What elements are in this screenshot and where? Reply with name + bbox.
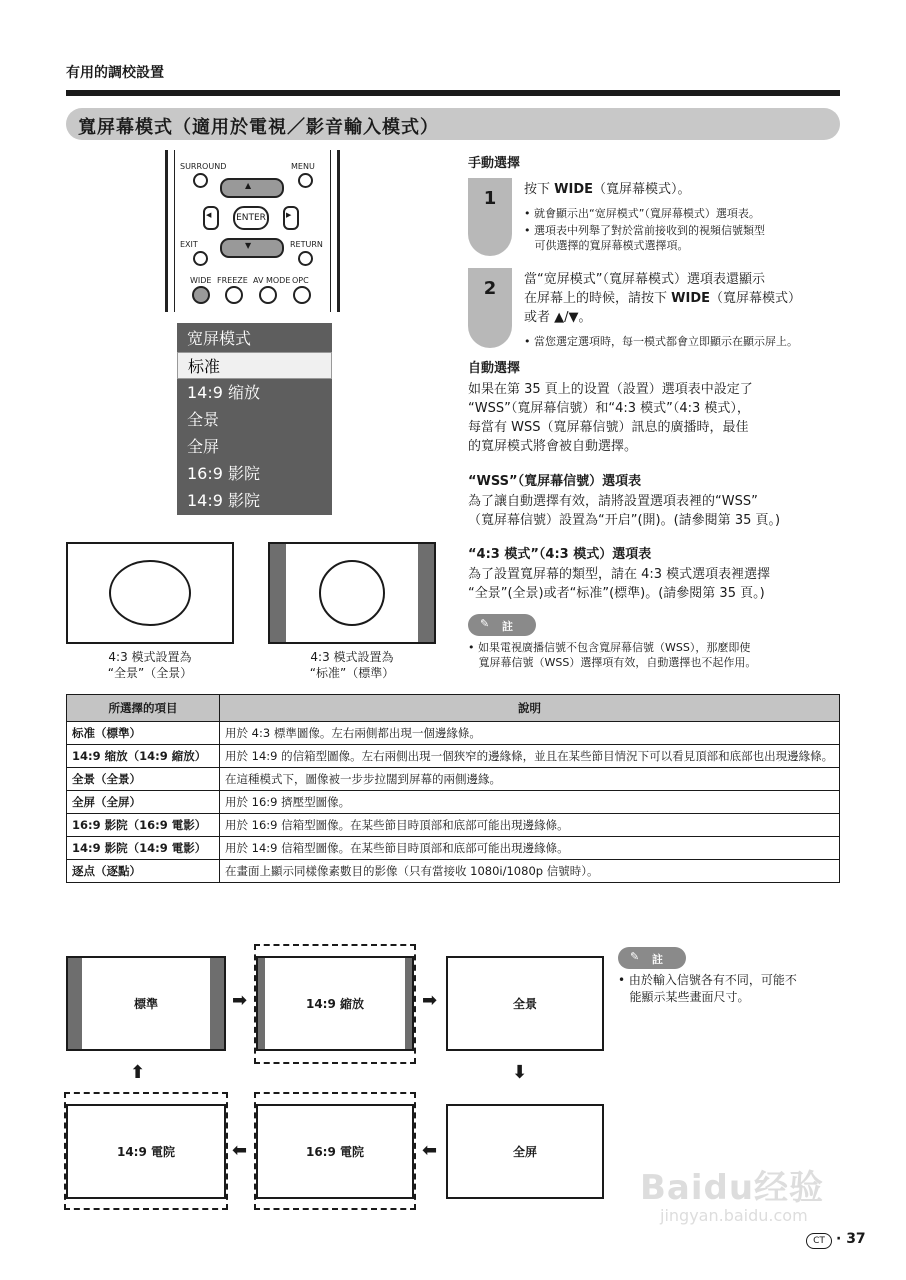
- header-rule: [66, 90, 840, 96]
- note-text: • 如果電視廣播信號不包含寬屏幕信號（WSS），那麼即使 寬屏幕信號（WSS）選擇項有效，自動選擇也不起作用。: [468, 641, 757, 669]
- mode-table: [66, 694, 840, 883]
- menu-title: 宽屏模式: [187, 329, 252, 348]
- flow-box-standard: 標準: [66, 956, 226, 1051]
- step-2-bullet-1: • 當您選定選項時，每一模式都會立即顯示在顯示屏上。: [524, 335, 798, 348]
- figure-standard: [268, 542, 436, 644]
- note-2-text: • 由於輸入信號各有不同，可能不 能顯示某些畫面尺寸。: [618, 973, 797, 1004]
- menu-label: MENU: [291, 162, 315, 171]
- opc-button[interactable]: [293, 286, 311, 304]
- paperclip-icon: ✎: [480, 617, 490, 630]
- wss-heading: “WSS”（寬屏幕信號）選項表: [468, 474, 642, 489]
- avmode-label: AV MODE: [253, 276, 291, 285]
- exit-button[interactable]: [193, 251, 208, 266]
- step-2-badge: 2: [468, 268, 512, 348]
- exit-label: EXIT: [180, 240, 198, 249]
- page-number: · 37: [836, 1231, 866, 1247]
- figure-standard-caption: 4:3 模式設置為 “标准”（標準）: [309, 650, 395, 680]
- step-1-text: 按下 WIDE（寬屏幕模式）。: [524, 182, 691, 197]
- table-row: 逐点（逐點） 在畫面上顯示同樣像素數目的影像（只有當接收 1080i/1080p 信號時）。: [67, 860, 840, 883]
- step-1-bullet-2: • 選項表中列舉了對於當前接收到的視頻信號類型 可供選擇的寬屏幕模式選擇項。: [524, 224, 765, 252]
- watermark-url: jingyan.baidu.com: [660, 1206, 808, 1225]
- mode43-heading: “4:3 模式”（4:3 模式）選項表: [468, 547, 652, 562]
- freeze-label: FREEZE: [217, 276, 248, 285]
- table-row: 全景（全景） 在這種模式下，圖像被一步步拉闊到屏幕的兩側邊緣。: [67, 768, 840, 791]
- note-badge: ✎ 註: [468, 614, 536, 636]
- menu-item-full[interactable]: 全屏: [187, 437, 220, 456]
- menu-button[interactable]: [298, 173, 313, 188]
- arrow-left-icon: ⬅: [232, 1140, 248, 1161]
- table-header-row: [67, 695, 840, 722]
- avmode-button[interactable]: [259, 286, 277, 304]
- wide-mode-menu: [177, 323, 332, 515]
- menu-item-standard[interactable]: 标准: [177, 352, 332, 379]
- paperclip-icon: ✎: [630, 950, 640, 963]
- table-row: 14:9 缩放（14:9 縮放） 用於 14:9 的信箱型圖像。左右兩側出現一個狹窄的邊緣條，並且在某些節目情況下可以看見頂部和底部也出現邊緣條。: [67, 745, 840, 768]
- wide-button[interactable]: [192, 286, 210, 304]
- down-button[interactable]: [220, 238, 284, 258]
- section-header: 有用的調校設置: [66, 65, 164, 81]
- step-1-badge: 1: [468, 178, 512, 256]
- circle-icon: [270, 544, 434, 642]
- flow-box-14-9-cinema: 14:9 電院: [66, 1104, 226, 1199]
- surround-label: SURROUND: [180, 162, 227, 171]
- watermark-brand: Baidu经验: [640, 1168, 825, 1208]
- region-badge: CT: [806, 1233, 832, 1249]
- auto-text: 如果在第 35 頁上的设置（設置）選項表中設定了 “WSS”（寬屏幕信號）和“4:3 模式”（4:3 模式）， 每當有 WSS（寬屏幕信號）訊息的廣播時，最佳 的寬屏模式將會被自動選擇。: [468, 382, 753, 454]
- surround-button[interactable]: [193, 173, 208, 188]
- wide-label: WIDE: [190, 276, 212, 285]
- menu-item-14-9-zoom[interactable]: 14:9 缩放: [187, 383, 261, 402]
- freeze-button[interactable]: [225, 286, 243, 304]
- arrow-left-icon: ⬅: [422, 1140, 438, 1161]
- return-label: RETURN: [290, 240, 323, 249]
- mode43-text: 為了設置寬屏幕的類型，請在 4:3 模式選項表裡選擇 “全景”(全景)或者“标准”(標準)。(請參閱第 35 頁。): [468, 567, 771, 601]
- arrow-right-icon: ➡: [422, 990, 438, 1011]
- arrow-down-icon: ⬇: [512, 1062, 528, 1083]
- manual-heading: 手動選擇: [468, 156, 521, 171]
- table-row: 16:9 影院（16:9 電影） 用於 16:9 信箱型圖像。在某些節目時頂部和底部可能出現邊緣條。: [67, 814, 840, 837]
- return-button[interactable]: [298, 251, 313, 266]
- arrow-right-icon: ➡: [232, 990, 248, 1011]
- figure-panorama-caption: 4:3 模式設置為 “全景”（全景）: [107, 650, 193, 680]
- opc-label: OPC: [292, 276, 309, 285]
- page-title: 寬屏幕模式（適用於電視／影音輸入模式）: [78, 117, 439, 138]
- menu-item-panorama[interactable]: 全景: [187, 410, 220, 429]
- enter-button[interactable]: ENTER: [233, 206, 269, 230]
- menu-item-14-9-cinema[interactable]: 14:9 影院: [187, 491, 261, 510]
- wss-text: 為了讓自動選擇有效，請將設置選項表裡的“WSS” （寬屏幕信號）設置為“开启”(開)。(請參閱第 35 頁。): [468, 494, 781, 528]
- flow-box-16-9-cinema: 16:9 電院: [256, 1104, 414, 1199]
- flow-box-full: 全屏: [446, 1104, 604, 1199]
- table-row: 14:9 影院（14:9 電影） 用於 14:9 信箱型圖像。在某些節目時頂部和底部可能出現邊緣條。: [67, 837, 840, 860]
- circle-stretched-icon: [68, 544, 232, 642]
- table-row: 标准（標準） 用於 4:3 標準圖像。左右兩側都出現一個邊緣條。: [67, 722, 840, 745]
- step-2-text: 當“宽屏模式”（寬屏幕模式）選項表還顯示 在屏幕上的時候，請按下 WIDE（寬屏幕模式） 或者 ▲/▼。: [524, 272, 802, 325]
- table-row: 全屏（全屏） 用於 16:9 擠壓型圖像。: [67, 791, 840, 814]
- arrow-up-icon: ⬆: [130, 1062, 146, 1083]
- flow-box-panorama: 全景: [446, 956, 604, 1051]
- up-button[interactable]: [220, 178, 284, 198]
- flow-box-14-9-zoom: 14:9 縮放: [256, 956, 414, 1051]
- auto-heading: 自動選擇: [468, 361, 521, 376]
- remote-illustration: SURROUND MENU ▲ ◀ ENTER ▶ ▼ EXIT RETURN WIDE FREEZE AV MODE OPC: [165, 150, 340, 312]
- menu-item-16-9-cinema[interactable]: 16:9 影院: [187, 464, 261, 483]
- note-badge: ✎ 註: [618, 947, 686, 969]
- table-header-desc: 說明: [220, 695, 840, 722]
- figure-panorama: [66, 542, 234, 644]
- table-header-item: 所選擇的項目: [67, 695, 220, 722]
- step-1-bullet-1: • 就會顯示出“宽屏模式”（寬屏幕模式）選項表。: [524, 207, 760, 220]
